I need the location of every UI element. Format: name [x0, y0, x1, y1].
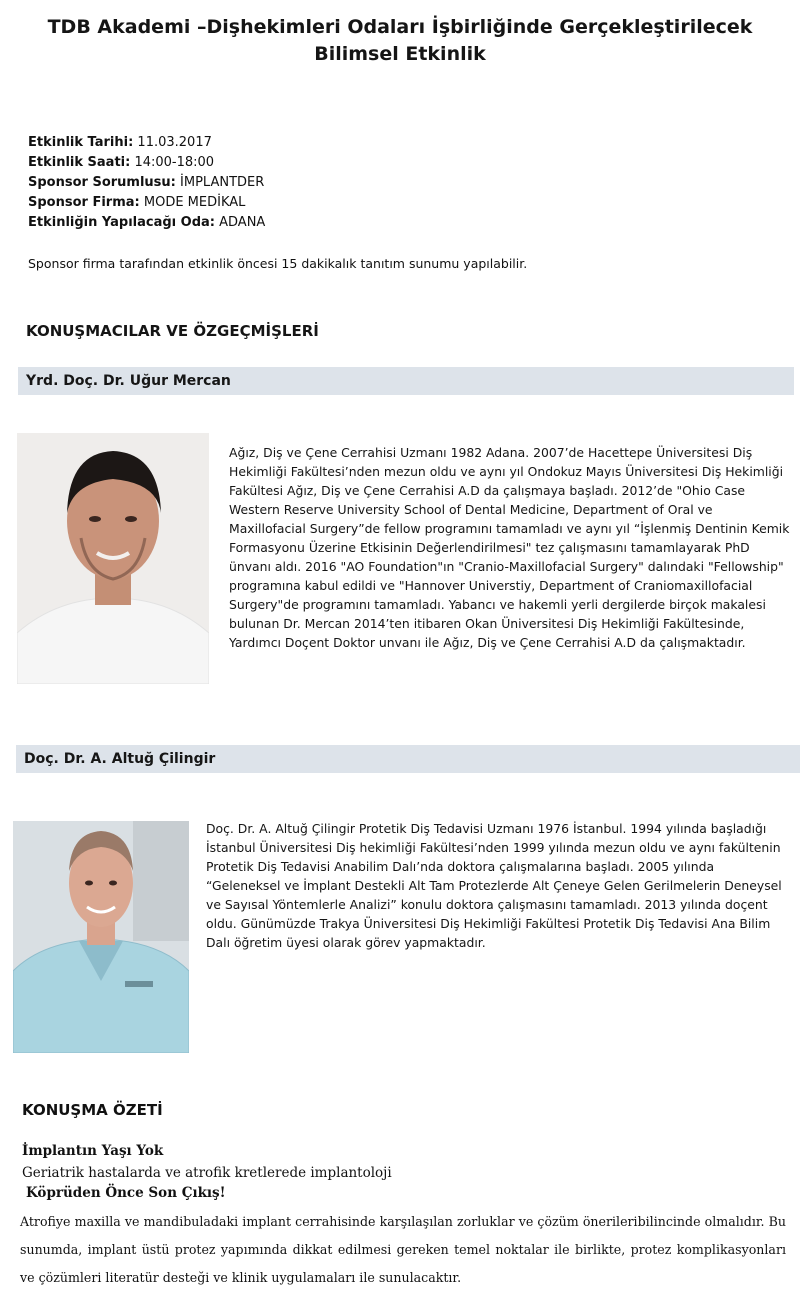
speaker-2-photo	[13, 821, 189, 1053]
speaker-2-name: Doç. Dr. A. Altuğ Çilingir	[16, 745, 800, 773]
summary-paragraph: Atrofiye maxilla ve mandibuladaki implant cerrahisinde karşılaşılan zorluklar ve çözüm önerileribilincinde olmalıdır. Bu sunumda, implant üstü protez yapımında dikkat edilmesi gereken temel noktalar ile birlikte, protez komplikasyonları ve çözümleri literatür desteği ve klinik uygulamaları ile sunulacaktır.	[20, 1214, 786, 1285]
summary-heading: KONUŞMA ÖZETİ	[22, 1101, 163, 1119]
speaker-2-bio: Doç. Dr. A. Altuğ Çilingir Protetik Diş Tedavisi Uzmanı 1976 İstanbul. 1994 yılında başladığı İstanbul Üniversitesi Diş hekimliği Fakültesi’nden 1999 yılında mezun oldu ve aynı fakültenin Protetik Diş Tedavisi Anabilim Dalı’nda doktora çalışmalarına başladı. 2005 yılında “Geleneksel ve İmplant Destekli Alt Tam Protezlerde Alt Çeneye Gelen Gerilmelerin Deneysel ve Sayısal Yöntemlerle Analizi” konulu doktora çalışmasını tamamladı. 2013 yılında doçent oldu. Günümüzde Trakya Üniversitesi Diş Hekimliği Fakültesi Protetik Diş Tedavisi Ana Bilim Dalı öğretim üyesi olarak görev yapmaktadır.	[206, 821, 782, 950]
sponsor-note: Sponsor firma tarafından etkinlik öncesi 15 dakikalık tanıtım sunumu yapılabilir.	[28, 256, 528, 271]
sponsor-firm-row: Sponsor Firma: MODE MEDİKAL	[28, 195, 246, 210]
speaker-1-bio: Ağız, Diş ve Çene Cerrahisi Uzmanı 1982 Adana. 2007’de Hacettepe Üniversitesi Diş Hekimliği Fakültesi’nden mezun oldu ve aynı yıl Ondokuz Mayıs Üniversitesi Diş Hekimliği Fakültesi Ağız, Diş ve Çene Cerrahisi A.D da çalışmaya başladı. 2012’de "Ohio Case Western Reserve University School of Dental Medicine, Department of Oral ve Maxillofacial Surgery”de fellow programını tamamladı ve aynı yıl “İşlenmiş Dentinin Kemik Formasyonu Üzerine Etkisinin Değerlendirilmesi" tez çalışmasını tamamlayarak PhD ünvanı aldı. 2016 "AO Foundation"ın "Cranio-Maxillofacial Surgery" dalındaki "Fellowship" programına kabul edildi ve "Hannover Universtiy, Department of Craniomaxillofacial Surgery"de programını tamamladı. Yabancı ve hakemli yerli dergilerde birçok makalesi bulunan Dr. Mercan 2014’ten itibaren Okan Üniversitesi Diş Hekimliği Fakültesinde, Yardımcı Doçent Doktor unvanı ile Ağız, Diş ve Çene Cerrahisi A.D da çalışmaktadır.	[229, 445, 790, 650]
speaker-1-name: Yrd. Doç. Dr. Uğur Mercan	[18, 367, 794, 395]
summary-subtitle-1: Geriatrik hastalarda ve atrofik kretlerede implantoloji	[22, 1165, 392, 1181]
event-date-row: Etkinlik Tarihi: 11.03.2017	[28, 135, 212, 150]
event-info	[28, 133, 265, 233]
summary-title-2: Köprüden Önce Son Çıkış!	[26, 1185, 226, 1201]
sponsor-responsible-row: Sponsor Sorumlusu: İMPLANTDER	[28, 175, 265, 190]
event-room-row: Etkinliğin Yapılacağı Oda: ADANA	[28, 215, 266, 230]
event-date: 11.03.2017	[137, 135, 212, 150]
document-title: TDB Akademi –Dişhekimleri Odaları İşbirliğinde Gerçekleştirilecek Bilimsel Etkinlik	[47, 16, 753, 65]
speakers-heading: KONUŞMACILAR VE ÖZGEÇMİŞLERİ	[26, 322, 319, 340]
event-time: 14:00-18:00	[134, 155, 215, 170]
speaker-1-photo	[17, 433, 209, 684]
event-room: ADANA	[219, 215, 266, 230]
sponsor-responsible: İMPLANTDER	[180, 175, 265, 190]
summary-title-1: İmplantın Yaşı Yok	[22, 1143, 164, 1159]
event-time-row: Etkinlik Saati: 14:00-18:00	[28, 155, 215, 170]
sponsor-firm: MODE MEDİKAL	[143, 195, 246, 210]
